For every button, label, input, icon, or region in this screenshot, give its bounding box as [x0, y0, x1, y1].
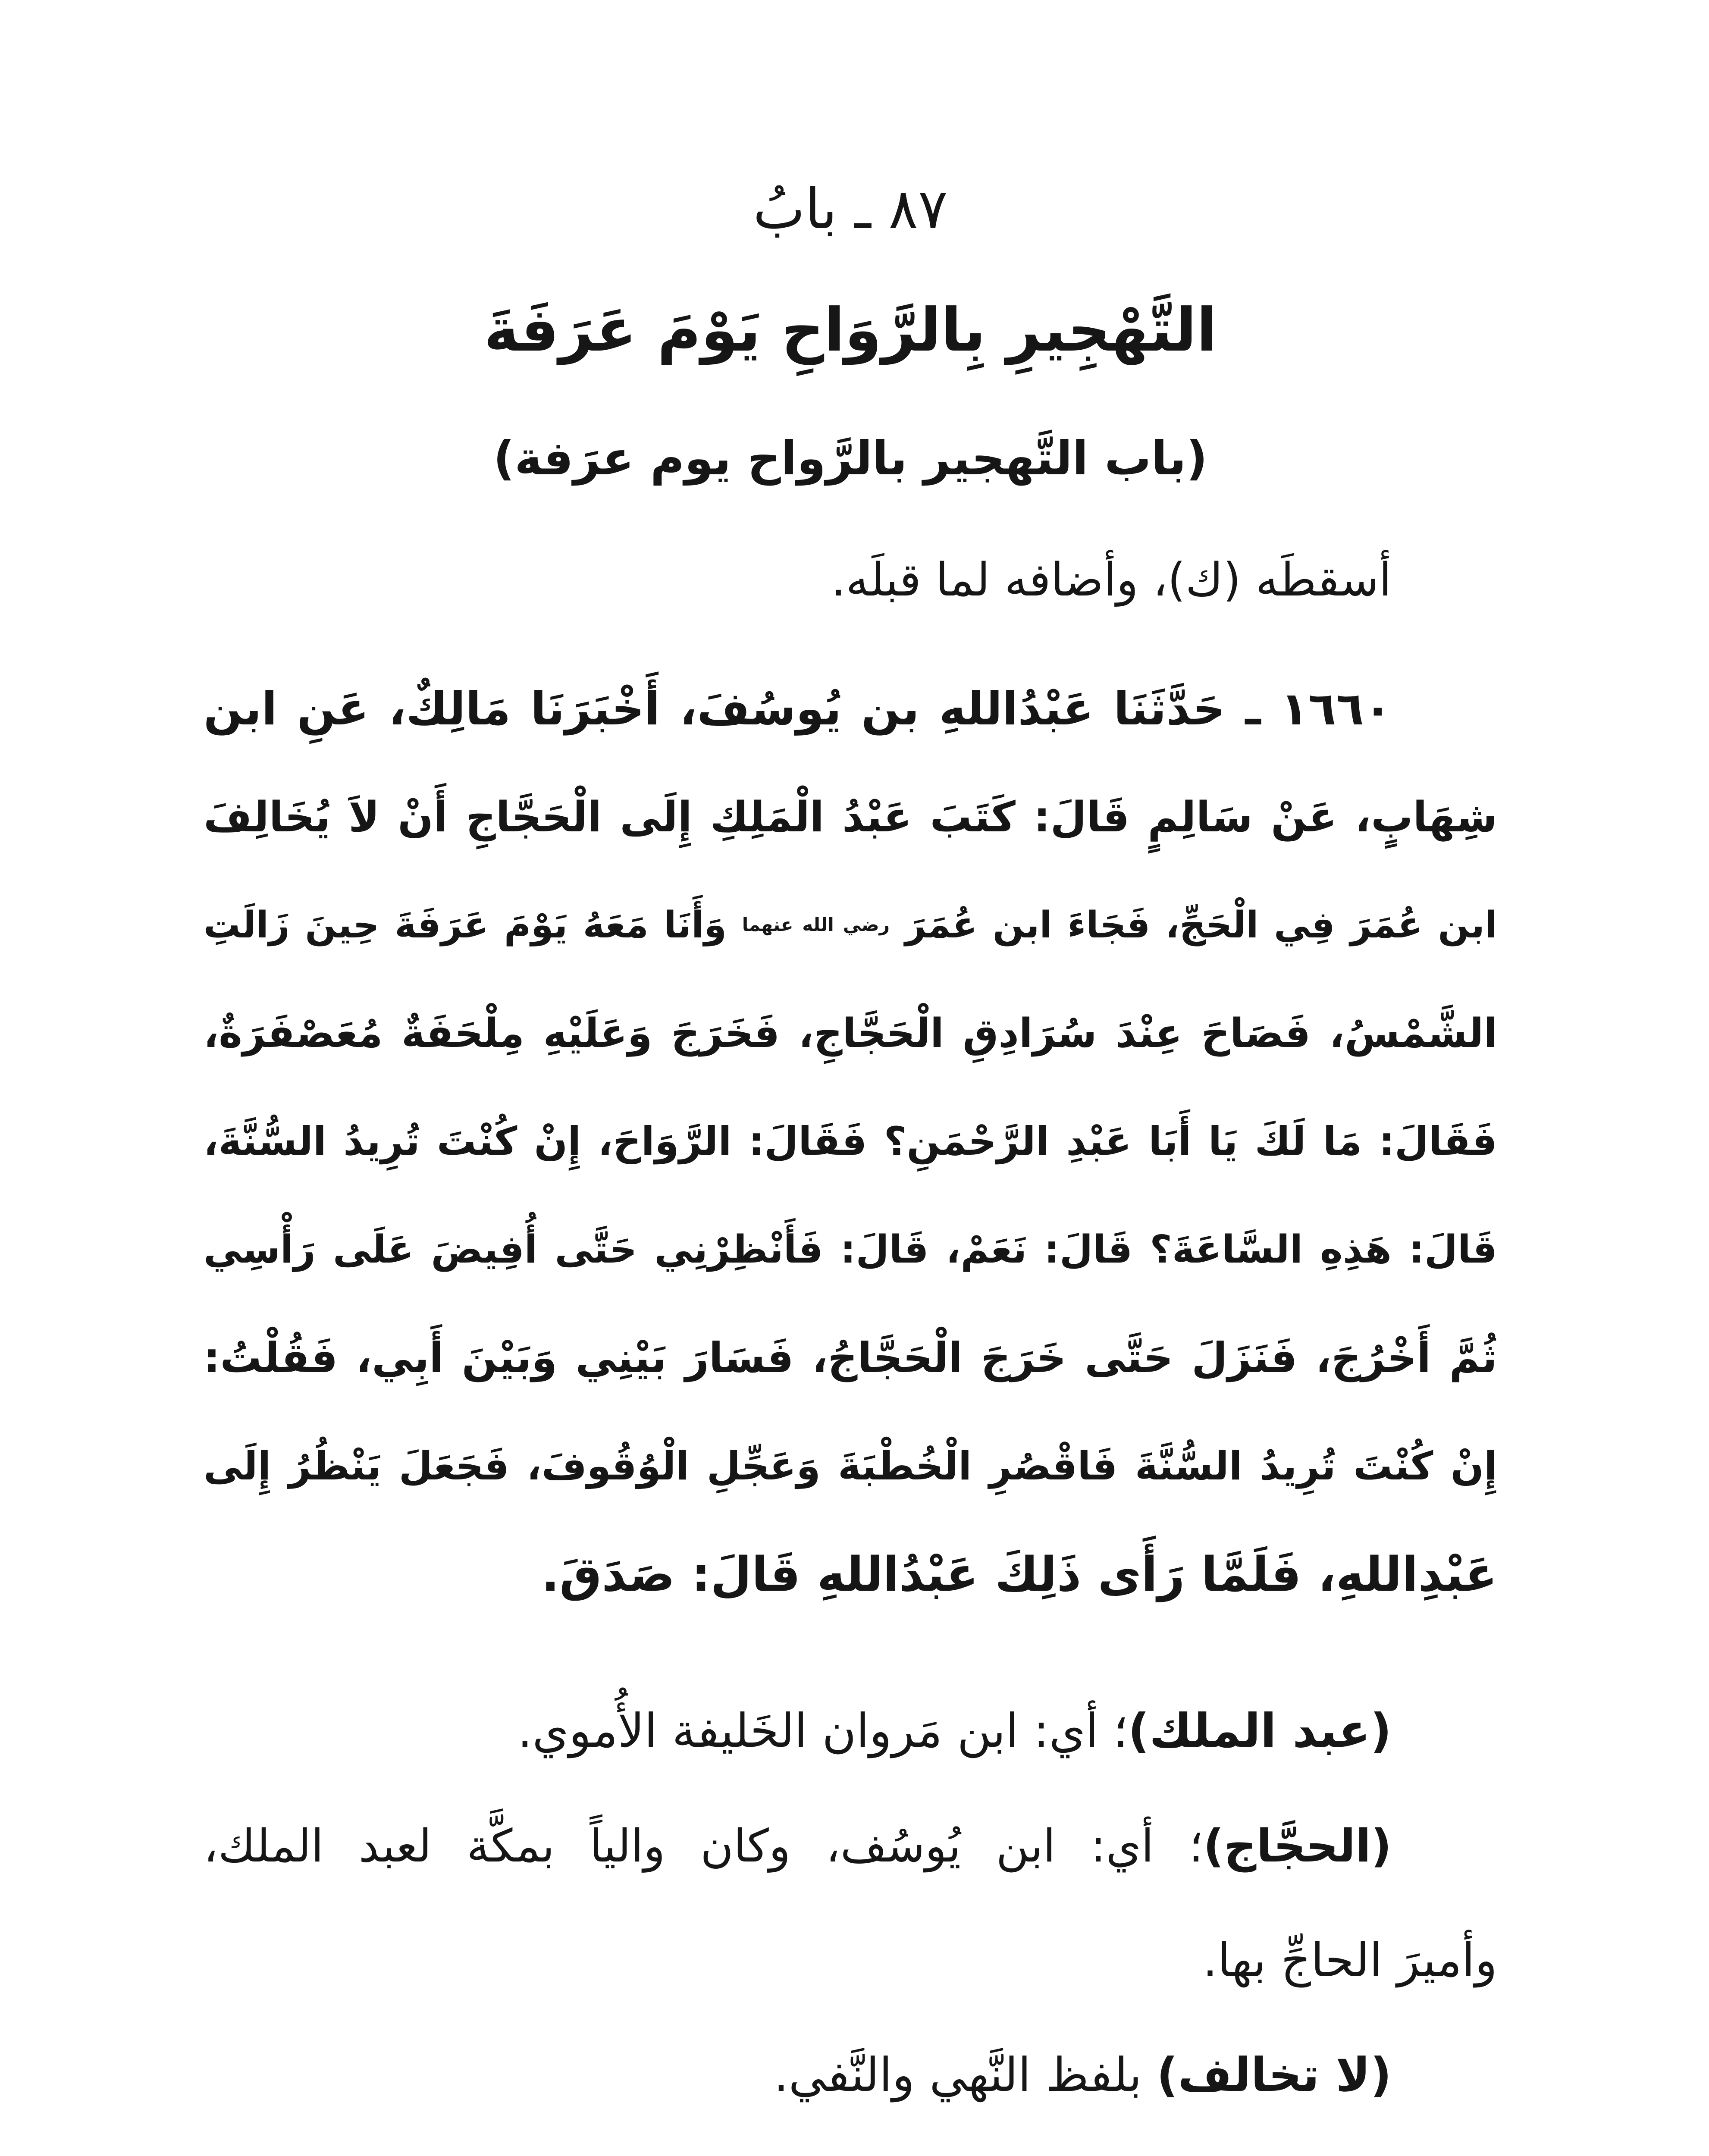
hadith-line — [204, 871, 1497, 979]
hadith-line-text: قَالَ: هَذِهِ السَّاعَةَ؟ قَالَ: نَعَمْ، قَالَ: فَأَنْظِرْنِي حَتَّى أُفِيضَ عَلَى رَأْسِي — [204, 1227, 1497, 1272]
hadith-line — [204, 1196, 1497, 1304]
hadith-line-text: فَقَالَ: مَا لَكَ يَا أَبَا عَبْدِ الرَّحْمَنِ؟ فَقَالَ: الرَّوَاحَ، إِنْ كُنْتَ تُرِيدُ السُّنَّةَ، — [204, 1119, 1497, 1164]
hadith-line-text: ثُمَّ أَخْرُجَ، فَنَزَلَ حَتَّى خَرَجَ الْحَجَّاجُ، فَسَارَ بَيْنِي وَبَيْنَ أَبِي، فَقُلْتُ: — [204, 1334, 1497, 1382]
gloss-line — [204, 1820, 1392, 1872]
gloss-line — [1203, 1934, 1497, 1987]
hadith-line-text: الشَّمْسُ، فَصَاحَ عِنْدَ سُرَادِقِ الْحَجَّاجِ، فَخَرَجَ وَعَلَيْهِ مِلْحَفَةٌ مُعَصْفَرَةٌ، — [204, 1010, 1497, 1056]
gloss-continuation — [204, 1903, 1497, 2018]
glosses — [204, 1674, 1497, 2156]
gloss-entry — [204, 1674, 1392, 1789]
gloss-text: ؛ أي: ابن مَروان الخَليفة الأُموي. — [517, 1704, 1128, 1758]
chapter-number-heading: ٨٧ ـ بابُ — [753, 177, 948, 241]
gloss-text: ؛ أي: ابن يُوسُف، وكان والياً بمكَّة لعبد الملك، — [204, 1820, 1204, 1872]
editor-note — [204, 543, 1497, 617]
gloss-text: وأميرَ الحاجِّ بها. — [1202, 1934, 1497, 1987]
gloss-term: (عبد الملك) — [1128, 1704, 1392, 1758]
hadith-line-text: شِهَابٍ، عَنْ سَالِمٍ قَالَ: كَتَبَ عَبْدُ الْمَلِكِ إِلَى الْحَجَّاجِ أَنْ لاَ يُخَالِفَ — [204, 793, 1497, 841]
hadith-text — [204, 655, 1497, 1629]
gloss-entry — [204, 2018, 1392, 2133]
hadith-line — [204, 1304, 1497, 1412]
gloss-entry — [204, 1789, 1392, 1903]
hadith-line — [204, 763, 1497, 871]
hadith-line — [204, 979, 1497, 1087]
honorific-ligature: رضي الله عنهما — [742, 915, 890, 936]
hadith-line-text: ١٦٦٠ ـ حَدَّثَنَا عَبْدُاللهِ بن يُوسُفَ، أَخْبَرَنَا مَالِكٌ، عَنِ ابن — [204, 682, 1392, 735]
editor-note-line — [204, 543, 1392, 617]
editor-note-text: أسقطَه (ك)، وأضافه لما قبلَه. — [831, 553, 1392, 606]
hadith-line — [204, 655, 1392, 763]
gloss-text: بلفظ النَّهي والنَّفي. — [774, 2048, 1157, 2102]
hadith-line-segment: وَأَنَا مَعَهُ يَوْمَ عَرَفَةَ حِينَ زَالَتِ — [204, 904, 727, 946]
hadith-line — [204, 1087, 1497, 1196]
gloss-entry — [204, 2133, 1392, 2156]
chapter-subtitle: (باب التَّهجير بالرَّواح يوم عرَفة) — [493, 432, 1208, 486]
gloss-line — [517, 1704, 1392, 1758]
chapter-title: التَّهْجِيرِ بِالرَّوَاحِ يَوْمَ عَرَفَةَ — [484, 295, 1217, 365]
hadith-line — [204, 1412, 1497, 1520]
gloss-term: (الحجَّاج) — [1203, 1820, 1392, 1872]
gloss-line — [774, 2048, 1392, 2102]
hadith-line-segment: ابن عُمَرَ فِي الْحَجِّ، فَجَاءَ ابن عُمَرَ — [905, 904, 1497, 946]
hadith-line-text — [204, 904, 1497, 946]
hadith-line — [204, 1520, 1497, 1629]
hadith-line-text: إِنْ كُنْتَ تُرِيدُ السُّنَّةَ فَاقْصُرِ الْخُطْبَةَ وَعَجِّلِ الْوُقُوفَ، فَجَعَلَ يَنْظُرُ إِلَى — [204, 1444, 1497, 1489]
hadith-line-text: عَبْدِاللهِ، فَلَمَّا رَأَى ذَلِكَ عَبْدُاللهِ قَالَ: صَدَقَ. — [541, 1547, 1497, 1602]
gloss-term: (لا تخالف) — [1157, 2048, 1392, 2102]
